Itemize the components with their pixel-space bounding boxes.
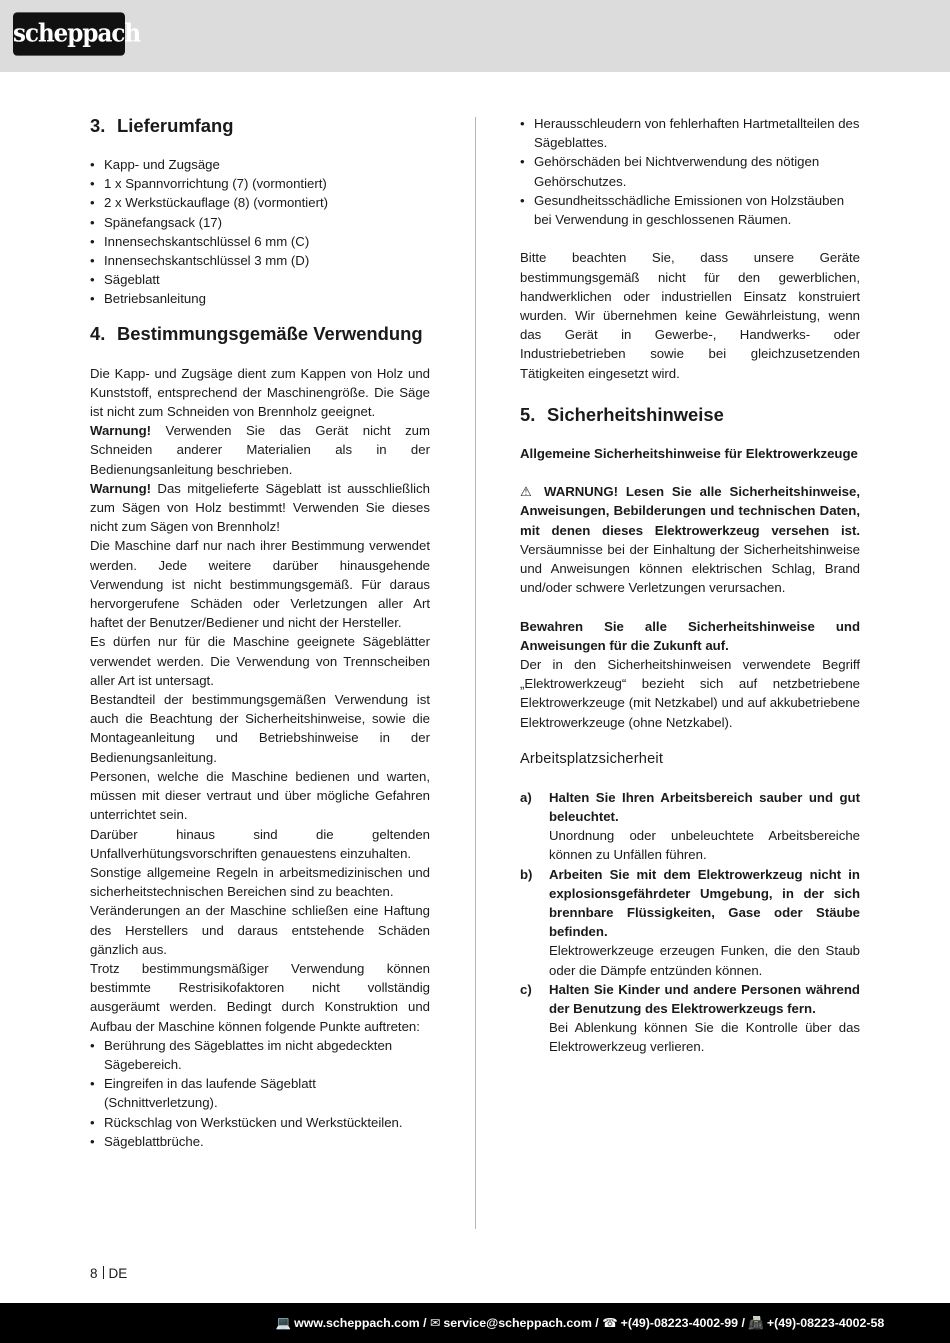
- list-item: • Berührung des Sägeblattes im nicht abgedeckten Sägebereich.: [90, 1036, 430, 1074]
- list-item: • Gehörschäden bei Nichtverwendung des nötigen Gehörschutzes.: [520, 152, 860, 190]
- list-item: • Innensechskantschlüssel 6 mm (C): [90, 232, 430, 251]
- page-number: 8 DE: [90, 1266, 128, 1281]
- risk-list: [90, 1036, 430, 1151]
- safety-item-c: c) Halten Sie Kinder und andere Personen während der Benutzung des Elektrowerkzeugs fern. Bei Ablenkung können Sie die Kontrolle über das Elektrowerkzeug verlieren.: [520, 981, 860, 1055]
- list-item: • Betriebsanleitung: [90, 289, 430, 308]
- footer-web[interactable]: www.scheppach.com /: [294, 1316, 427, 1330]
- safety-item-a: a) Halten Sie Ihren Arbeitsbereich sauber und gut beleuchtet. Unordnung oder unbeleuchtete Arbeitsbereiche können zu Unfällen führen.: [520, 789, 860, 863]
- list-item: • Sägeblattbrüche.: [90, 1132, 430, 1151]
- warning-icon: ⚠: [520, 484, 537, 500]
- section-3-heading: 3. Lieferumfang: [90, 115, 234, 136]
- list-item: • Eingreifen in das laufende Sägeblatt (Schnittverletzung).: [90, 1074, 430, 1112]
- warning-paragraph: Warnung! Das mitgelieferte Sägeblatt ist ausschließlich zum Sägen von Holz bestimmt! Verwenden Sie dieses nicht zum Sägen von Brennholz!: [90, 480, 430, 535]
- paragraph: Darüber hinaus sind die geltenden Unfallverhütungsvorschriften genauestens einzuhalten.: [90, 826, 430, 861]
- paragraph: Die Kapp- und Zugsäge dient zum Kappen von Holz und Kunststoff, entsprechend der Maschinengröße. Die Säge ist nicht zum Schneiden von Brennholz geeignet.: [90, 365, 430, 420]
- risk-list-continued: [520, 114, 860, 229]
- list-item: • 1 x Spannvorrichtung (7) (vormontiert): [90, 174, 430, 193]
- paragraph: Sonstige allgemeine Regeln in arbeitsmedizinischen und sicherheitstechnischen Bereichen sind zu beachten.: [90, 864, 430, 900]
- section-5-heading: 5. Sicherheitshinweise: [520, 403, 724, 425]
- paragraph: Der in den Sicherheitshinweisen verwendete Begriff „Elektrowerkzeug“ bezieht sich auf netzbetriebene Elektrowerkzeuge (mit Netzkabel) und auf akkubetriebene Elektrowerkzeuge (ohne Netzkabel).: [520, 657, 860, 730]
- section-4-heading: 4. Bestimmungsgemäße Verwendung: [90, 322, 423, 344]
- paragraph: Es dürfen nur für die Maschine geeignete Sägeblätter verwendet werden. Die Verwendung von Trennscheiben aller Art ist untersagt.: [90, 634, 430, 688]
- right-column: [520, 114, 860, 1057]
- paragraph: Veränderungen an der Maschine schließen eine Haftung des Herstellers und daraus entstehende Schäden gänzlich aus.: [90, 903, 430, 957]
- footer-fax: +(49)-08223-4002-58: [766, 1316, 885, 1330]
- list-item: • Gesundheitsschädliche Emissionen von Holzstäuben bei Verwendung in geschlossenen Räumen.: [520, 191, 860, 229]
- list-item: • Spänefangsack (17): [90, 213, 430, 232]
- warning-paragraph: Warnung! Verwenden Sie das Gerät nicht zum Schneiden anderer Materialien als in der Bedienungsanleitung beschrieben.: [90, 423, 430, 477]
- computer-icon: 💻: [275, 1316, 292, 1330]
- list-item: • Sägeblatt: [90, 270, 430, 289]
- safety-item-b: b) Arbeiten Sie mit dem Elektrowerkzeug nicht in explosionsgefährdeter Umgebung, in der sich brennbare Flüssigkeiten, Gase oder Stäube befinden. Elektrowerkzeuge erzeugen Funken, die den Staub oder die Dämpfe entzünden können.: [520, 866, 860, 978]
- paragraph: Die Maschine darf nur nach ihrer Bestimmung verwendet werden. Jede weitere darüber hinausgehende Verwendung ist nicht bestimmungsgemäß. Für daraus hervorgerufene Schäden oder Verletzungen aller Art haftet der Benutzer/Bediener und nicht der Hersteller.: [90, 538, 430, 631]
- delivery-list: [90, 155, 430, 309]
- scheppach-logo: scheppach: [13, 12, 125, 55]
- footer-contact-bar: [0, 1303, 950, 1343]
- workplace-safety-heading: Arbeitsplatzsicherheit: [520, 750, 664, 767]
- paragraph-bold: Bewahren Sie alle Sicherheitshinweise und Anweisungen für die Zukunft auf.: [520, 618, 860, 653]
- column-divider: [475, 117, 476, 1229]
- paragraph: Trotz bestimmungsmäßiger Verwendung können bestimmte Restrisikofaktoren nicht vollständig ausgeräumt werden. Bedingt durch Konstruktion und Aufbau der Maschine können folgende Punkte auftreten:: [90, 960, 430, 1034]
- paragraph: Bitte beachten Sie, dass unsere Geräte bestimmungsgemäß nicht für den gewerblichen, handwerklichen oder industriellen Einsatz konstruiert wurden. Wir übernehmen keine Gewährleistung, wenn das Gerät in Gewerbe-, Handwerks- oder Industriebetrieben sowie bei gleichzusetzenden Tätigkeiten eingesetzt wird.: [520, 250, 860, 381]
- subheading: Allgemeine Sicherheitshinweise für Elektrowerkzeuge: [520, 445, 858, 461]
- paragraph: Personen, welche die Maschine bedienen und warten, müssen mit dieser vertraut und über mögliche Gefahren unterrichtet sein.: [90, 768, 430, 823]
- footer-mail[interactable]: service@scheppach.com /: [443, 1316, 599, 1330]
- list-item: • Kapp- und Zugsäge: [90, 155, 430, 174]
- header-band: [0, 0, 950, 72]
- list-item: • 2 x Werkstückauflage (8) (vormontiert): [90, 193, 430, 212]
- left-column: [90, 114, 430, 1151]
- mail-icon: ✉: [430, 1316, 441, 1330]
- list-item: • Innensechskantschlüssel 3 mm (D): [90, 251, 430, 270]
- list-item: • Rückschlag von Werkstücken und Werkstückteilen.: [90, 1113, 430, 1132]
- fax-icon: 📠: [748, 1316, 764, 1330]
- phone-icon: ☎: [602, 1316, 618, 1330]
- footer-phone: +(49)-08223-4002-99 /: [620, 1316, 745, 1330]
- list-item: • Herausschleudern von fehlerhaften Hartmetallteilen des Sägeblattes.: [520, 114, 860, 152]
- warning-paragraph: ⚠ WARNUNG! Lesen Sie alle Sicherheitshinweise, Anweisungen, Bebilderungen und technischen Daten, mit denen dieses Elektrowerkzeug versehen ist. Versäumnisse bei der Einhaltung der Sicherheitshinweise und Anweisungen können elektrischen Schlag, Brand und/oder schwere Verletzungen verursachen.: [520, 484, 860, 596]
- paragraph: Bestandteil der bestimmungsgemäßen Verwendung ist auch die Beachtung der Sicherheitshinweise, sowie die Montageanleitung und Betriebshinweise in der Bedienungsanleitung.: [90, 692, 430, 765]
